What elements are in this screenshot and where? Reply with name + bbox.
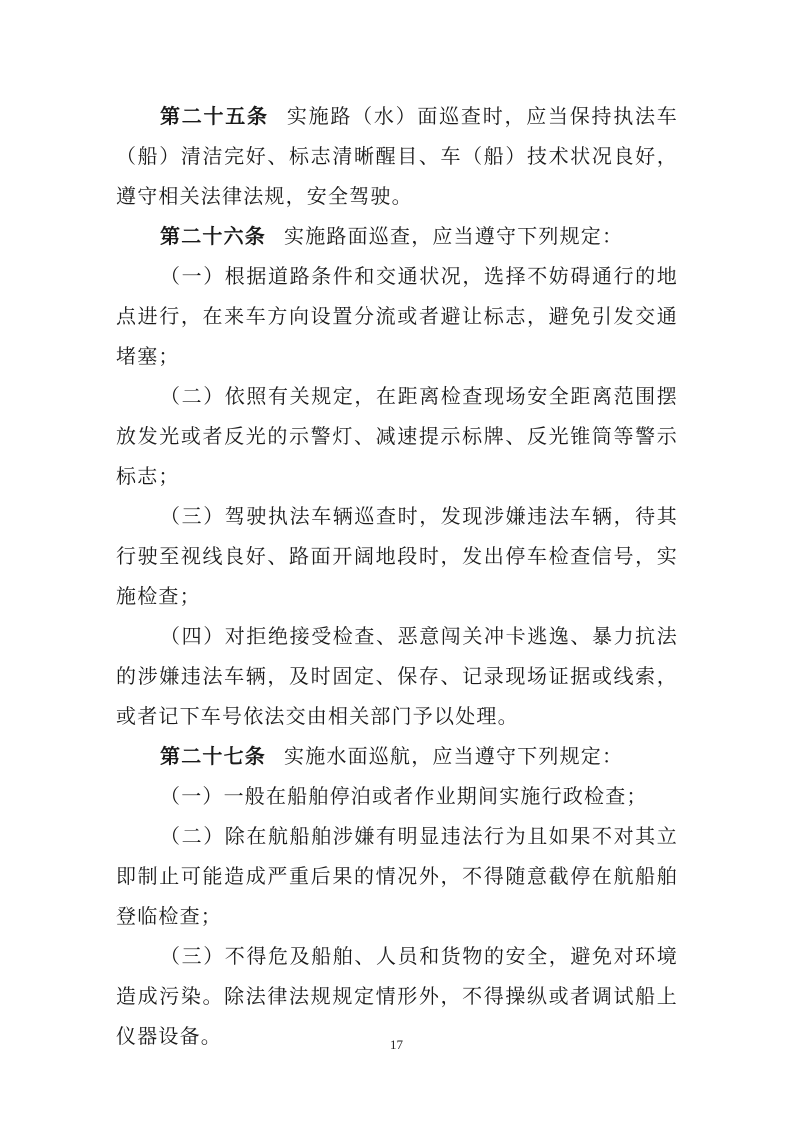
article-26-item-4 [116,616,678,736]
article-26-item-3 [116,496,678,616]
article-27-item-2 [116,816,678,936]
article-26-item-1 [116,256,678,376]
item-text: （四）对拒绝接受检查、恶意闯关冲卡逃逸、暴力抗法的涉嫌违法车辆，及时固定、保存、记录现场证据或线索，或者记下车号依法交由相关部门予以处理。 [116,624,678,728]
item-text: （三）驾驶执法车辆巡查时，发现涉嫌违法车辆，待其行驶至视线良好、路面开阔地段时，发出停车检查信号，实施检查； [116,504,678,608]
item-text: （一）一般在船舶停泊或者作业期间实施行政检查； [160,784,648,808]
article-text: 实施路（水）面巡查时，应当保持执法车（船）清洁完好、标志清晰醒目、车（船）技术状况良好，遵守相关法律法规，安全驾驶。 [116,104,679,208]
article-heading: 第二十六条 [160,224,266,248]
article-27-item-1 [116,776,678,816]
article-26-item-2 [116,376,678,496]
article-text: 实施路面巡查，应当遵守下列规定： [284,224,624,248]
item-text: （二）依照有关规定，在距离检查现场安全距离范围摆放发光或者反光的示警灯、减速提示标牌、反光锥筒等警示标志； [116,384,678,488]
item-text: （二）除在航船舶涉嫌有明显违法行为且如果不对其立即制止可能造成严重后果的情况外，不得随意截停在航船舶登临检查； [116,824,678,928]
article-25-paragraph [116,96,678,216]
article-text: 实施水面巡航，应当遵守下列规定： [284,744,624,768]
item-text: （一）根据道路条件和交通状况，选择不妨碍通行的地点进行，在来车方向设置分流或者避让标志，避免引发交通堵塞； [116,264,678,368]
page-number: 17 [390,1037,403,1052]
item-text: （三）不得危及船舶、人员和货物的安全，避免对环境造成污染。除法律法规规定情形外，不得操纵或者调试船上仪器设备。 [116,944,678,1048]
article-26-paragraph [116,216,678,256]
article-27-paragraph [116,736,678,776]
document-body [116,96,678,1056]
article-heading: 第二十五条 [160,104,269,128]
article-heading: 第二十七条 [160,744,266,768]
